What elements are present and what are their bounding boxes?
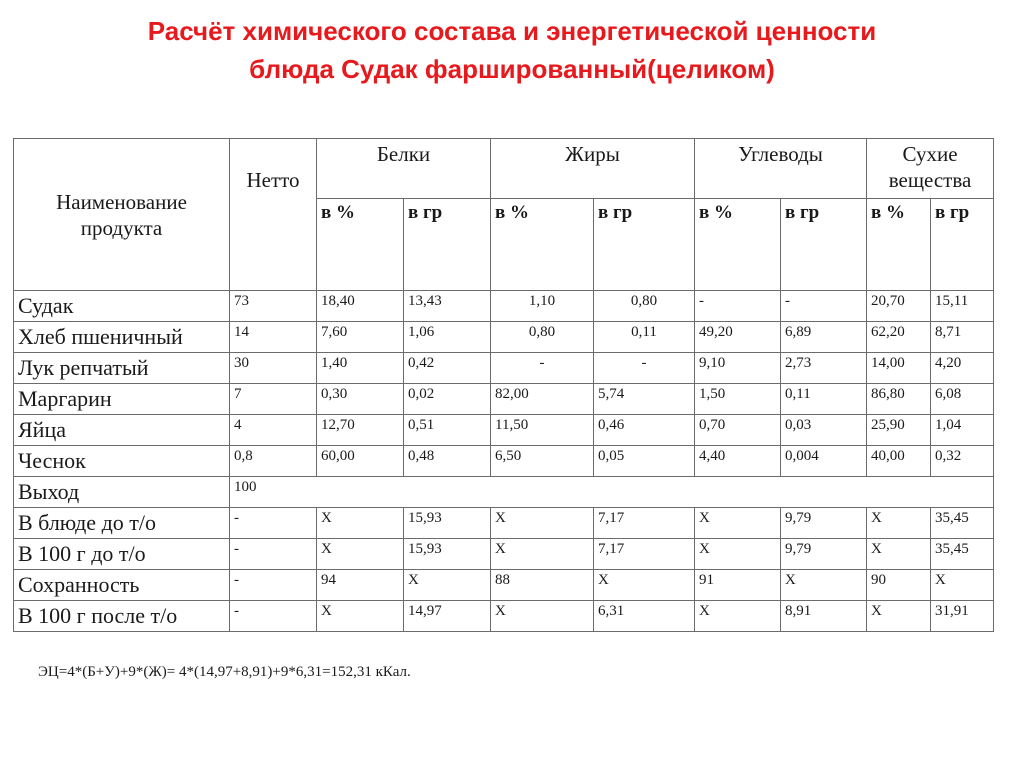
product-name: Сохранность bbox=[14, 570, 230, 601]
value-cell: 5,74 bbox=[594, 384, 695, 415]
value-cell: 8,91 bbox=[781, 601, 867, 632]
value-cell: 88 bbox=[491, 570, 594, 601]
value-cell: Х bbox=[931, 570, 994, 601]
value-cell: 6,08 bbox=[931, 384, 994, 415]
value-cell: Х bbox=[317, 539, 404, 570]
value-cell: Х bbox=[695, 539, 781, 570]
output-row bbox=[14, 477, 994, 508]
netto-value: - bbox=[230, 601, 317, 632]
product-name: В блюде до т/о bbox=[14, 508, 230, 539]
value-cell: 18,40 bbox=[317, 291, 404, 322]
netto-value: 14 bbox=[230, 322, 317, 353]
product-name: В 100 г до т/о bbox=[14, 539, 230, 570]
product-name: Чеснок bbox=[14, 446, 230, 477]
value-cell: 25,90 bbox=[867, 415, 931, 446]
table-body bbox=[14, 139, 994, 632]
netto-value: - bbox=[230, 539, 317, 570]
value-cell: 15,11 bbox=[931, 291, 994, 322]
value-cell: - bbox=[695, 291, 781, 322]
value-cell: 86,80 bbox=[867, 384, 931, 415]
value-cell: 1,40 bbox=[317, 353, 404, 384]
netto-value: - bbox=[230, 570, 317, 601]
value-cell: 0,05 bbox=[594, 446, 695, 477]
dry-grams-header: в гр bbox=[931, 199, 994, 291]
value-cell: 1,10 bbox=[491, 291, 594, 322]
value-cell: 0,80 bbox=[594, 291, 695, 322]
value-cell: 4,40 bbox=[695, 446, 781, 477]
value-cell: 13,43 bbox=[404, 291, 491, 322]
value-cell: 20,70 bbox=[867, 291, 931, 322]
header-proteins: Белки bbox=[317, 139, 491, 199]
value-cell: Х bbox=[594, 570, 695, 601]
summary-row bbox=[14, 508, 994, 539]
product-name: Яйца bbox=[14, 415, 230, 446]
value-cell: 11,50 bbox=[491, 415, 594, 446]
value-cell: 12,70 bbox=[317, 415, 404, 446]
value-cell: Х bbox=[491, 539, 594, 570]
value-cell: 35,45 bbox=[931, 539, 994, 570]
header-fats: Жиры bbox=[491, 139, 695, 199]
page-title bbox=[0, 12, 1024, 88]
value-cell: 0,51 bbox=[404, 415, 491, 446]
dry-percent-header: в % bbox=[867, 199, 931, 291]
value-cell: 94 bbox=[317, 570, 404, 601]
value-cell: 0,004 bbox=[781, 446, 867, 477]
product-name: Лук репчатый bbox=[14, 353, 230, 384]
value-cell: Х bbox=[317, 601, 404, 632]
value-cell: 0,02 bbox=[404, 384, 491, 415]
proteins-percent-header: в % bbox=[317, 199, 404, 291]
value-cell: Х bbox=[867, 539, 931, 570]
value-cell: 0,32 bbox=[931, 446, 994, 477]
header-netto: Нетто bbox=[230, 139, 317, 291]
product-name: Маргарин bbox=[14, 384, 230, 415]
value-cell: Х bbox=[781, 570, 867, 601]
value-cell: 1,04 bbox=[931, 415, 994, 446]
value-cell: 91 bbox=[695, 570, 781, 601]
table-row bbox=[14, 353, 994, 384]
value-cell: 40,00 bbox=[867, 446, 931, 477]
composition-table bbox=[13, 138, 994, 632]
product-name: Судак bbox=[14, 291, 230, 322]
summary-row bbox=[14, 601, 994, 632]
netto-value: 0,8 bbox=[230, 446, 317, 477]
header-carbs: Углеводы bbox=[695, 139, 867, 199]
value-cell: 60,00 bbox=[317, 446, 404, 477]
header-dry-matter: Сухие вещества bbox=[867, 139, 994, 199]
product-name: Хлеб пшеничный bbox=[14, 322, 230, 353]
carbs-percent-header: в % bbox=[695, 199, 781, 291]
value-cell: 82,00 bbox=[491, 384, 594, 415]
netto-value: 4 bbox=[230, 415, 317, 446]
value-cell: Х bbox=[695, 508, 781, 539]
value-cell: Х bbox=[695, 601, 781, 632]
value-cell: 1,06 bbox=[404, 322, 491, 353]
value-cell: 7,17 bbox=[594, 508, 695, 539]
value-cell: Х bbox=[317, 508, 404, 539]
value-cell: 9,79 bbox=[781, 508, 867, 539]
table-row bbox=[14, 322, 994, 353]
value-cell: 49,20 bbox=[695, 322, 781, 353]
fats-grams-header: в гр bbox=[594, 199, 695, 291]
value-cell: 35,45 bbox=[931, 508, 994, 539]
value-cell: 0,46 bbox=[594, 415, 695, 446]
summary-row bbox=[14, 539, 994, 570]
table-row bbox=[14, 384, 994, 415]
value-cell: 1,50 bbox=[695, 384, 781, 415]
header-name: Наименование продукта bbox=[14, 139, 230, 291]
value-cell: 0,48 bbox=[404, 446, 491, 477]
value-cell: 6,31 bbox=[594, 601, 695, 632]
product-name: В 100 г после т/о bbox=[14, 601, 230, 632]
value-cell: 7,17 bbox=[594, 539, 695, 570]
value-cell: 9,79 bbox=[781, 539, 867, 570]
output-value: 100 bbox=[230, 477, 994, 508]
value-cell: 0,30 bbox=[317, 384, 404, 415]
value-cell: 0,11 bbox=[781, 384, 867, 415]
value-cell: 0,42 bbox=[404, 353, 491, 384]
fats-percent-header: в % bbox=[491, 199, 594, 291]
netto-value: 73 bbox=[230, 291, 317, 322]
product-name: Выход bbox=[14, 477, 230, 508]
table-row bbox=[14, 415, 994, 446]
value-cell: 4,20 bbox=[931, 353, 994, 384]
value-cell: 6,50 bbox=[491, 446, 594, 477]
table-row bbox=[14, 291, 994, 322]
value-cell: - bbox=[594, 353, 695, 384]
value-cell: Х bbox=[491, 508, 594, 539]
energy-formula: ЭЦ=4*(Б+У)+9*(Ж)= 4*(14,97+8,91)+9*6,31=152,31 кКал. bbox=[38, 664, 411, 680]
value-cell: 0,11 bbox=[594, 322, 695, 353]
title-line-1: Расчёт химического состава и энергетической ценности bbox=[147, 16, 877, 46]
value-cell: - bbox=[781, 291, 867, 322]
value-cell: Х bbox=[491, 601, 594, 632]
value-cell: 6,89 bbox=[781, 322, 867, 353]
value-cell: 15,93 bbox=[404, 539, 491, 570]
value-cell: 31,91 bbox=[931, 601, 994, 632]
title-line-2: блюда Судак фаршированный(целиком) bbox=[249, 54, 775, 84]
value-cell: 9,10 bbox=[695, 353, 781, 384]
value-cell: 15,93 bbox=[404, 508, 491, 539]
value-cell: Х bbox=[867, 601, 931, 632]
value-cell: 14,97 bbox=[404, 601, 491, 632]
summary-row bbox=[14, 570, 994, 601]
table-row bbox=[14, 446, 994, 477]
value-cell: 2,73 bbox=[781, 353, 867, 384]
value-cell: 0,80 bbox=[491, 322, 594, 353]
value-cell: 90 bbox=[867, 570, 931, 601]
netto-value: - bbox=[230, 508, 317, 539]
netto-value: 7 bbox=[230, 384, 317, 415]
value-cell: Х bbox=[404, 570, 491, 601]
value-cell: 0,70 bbox=[695, 415, 781, 446]
value-cell: - bbox=[491, 353, 594, 384]
value-cell: 8,71 bbox=[931, 322, 994, 353]
netto-value: 30 bbox=[230, 353, 317, 384]
value-cell: 7,60 bbox=[317, 322, 404, 353]
value-cell: 0,03 bbox=[781, 415, 867, 446]
value-cell: 62,20 bbox=[867, 322, 931, 353]
value-cell: Х bbox=[867, 508, 931, 539]
carbs-grams-header: в гр bbox=[781, 199, 867, 291]
header-row-groups bbox=[14, 139, 994, 199]
proteins-grams-header: в гр bbox=[404, 199, 491, 291]
value-cell: 14,00 bbox=[867, 353, 931, 384]
